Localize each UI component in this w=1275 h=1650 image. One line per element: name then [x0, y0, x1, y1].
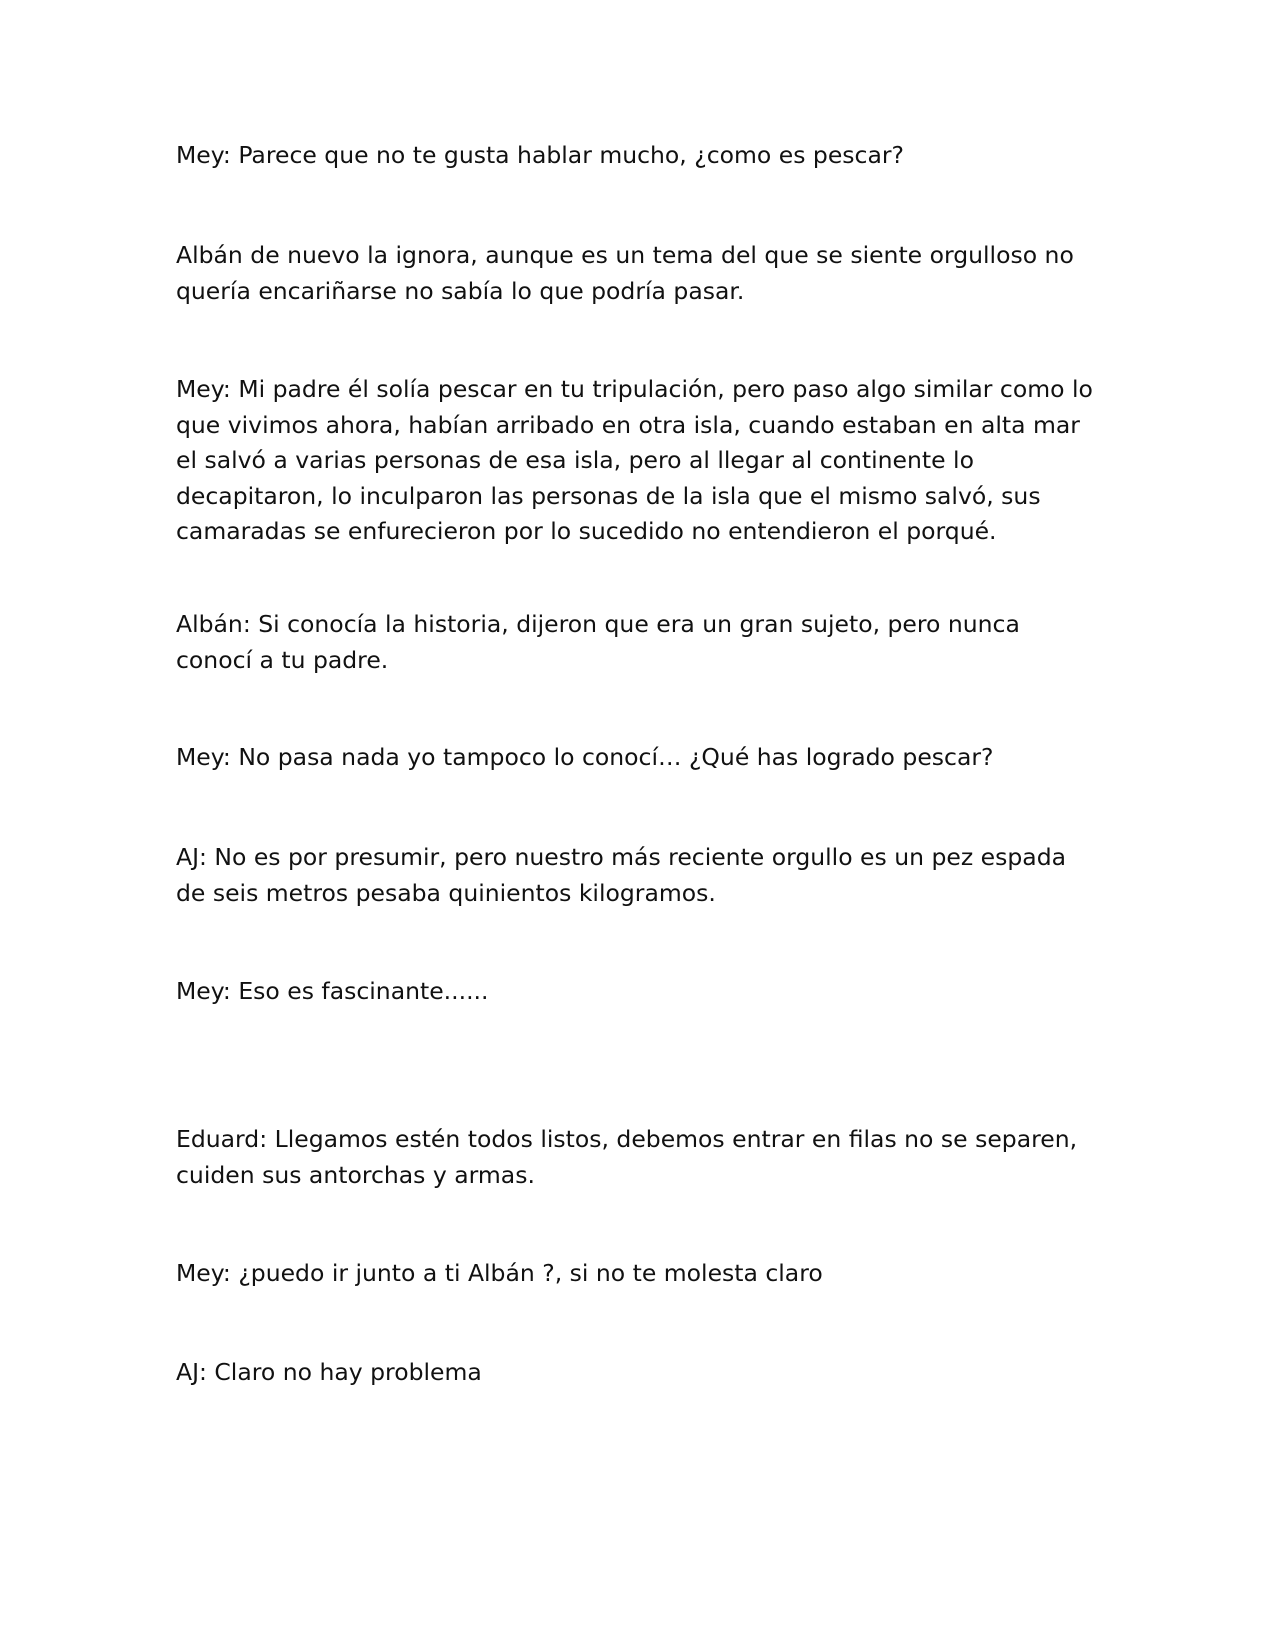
paragraph-mey-5: Mey: ¿puedo ir junto a ti Albán ?, si no te molesta claro: [176, 1259, 823, 1287]
paragraph-mey-3: Mey: No pasa nada yo tampoco lo conocí… ¿Qué has logrado pescar?: [176, 743, 994, 771]
paragraph-mey-2: Mey: Mi padre él solía pescar en tu tripulación, pero paso algo similar como lo que vivimos ahora, habían arribado en otra isla, cuando estaban en alta mar el salvó a varias personas de esa isla, pero al llegar al continente lo decapitaron, lo inculparon las personas de la isla que el mismo salvó, sus camaradas se enfurecieron por lo sucedido no entendieron el porqué.: [176, 375, 1093, 545]
paragraph-mey-4: Mey: Eso es fascinante......: [176, 977, 489, 1005]
paragraph-eduard-1: Eduard: Llegamos estén todos listos, debemos entrar en filas no se separen, cuiden sus antorchas y armas.: [176, 1125, 1078, 1189]
paragraph-alban-1: Albán: Si conocía la historia, dijeron que era un gran sujeto, pero nunca conocí a tu padre.: [176, 610, 1020, 674]
paragraph-aj-2: AJ: Claro no hay problema: [176, 1358, 482, 1386]
paragraph-aj-1: AJ: No es por presumir, pero nuestro más reciente orgullo es un pez espada de seis metros pesaba quinientos kilogramos.: [176, 843, 1067, 907]
paragraph-narration-alban: Albán de nuevo la ignora, aunque es un tema del que se siente orgulloso no quería encariñarse no sabía lo que podría pasar.: [176, 241, 1074, 305]
paragraph-mey-1: Mey: Parece que no te gusta hablar mucho, ¿como es pescar?: [176, 141, 904, 169]
